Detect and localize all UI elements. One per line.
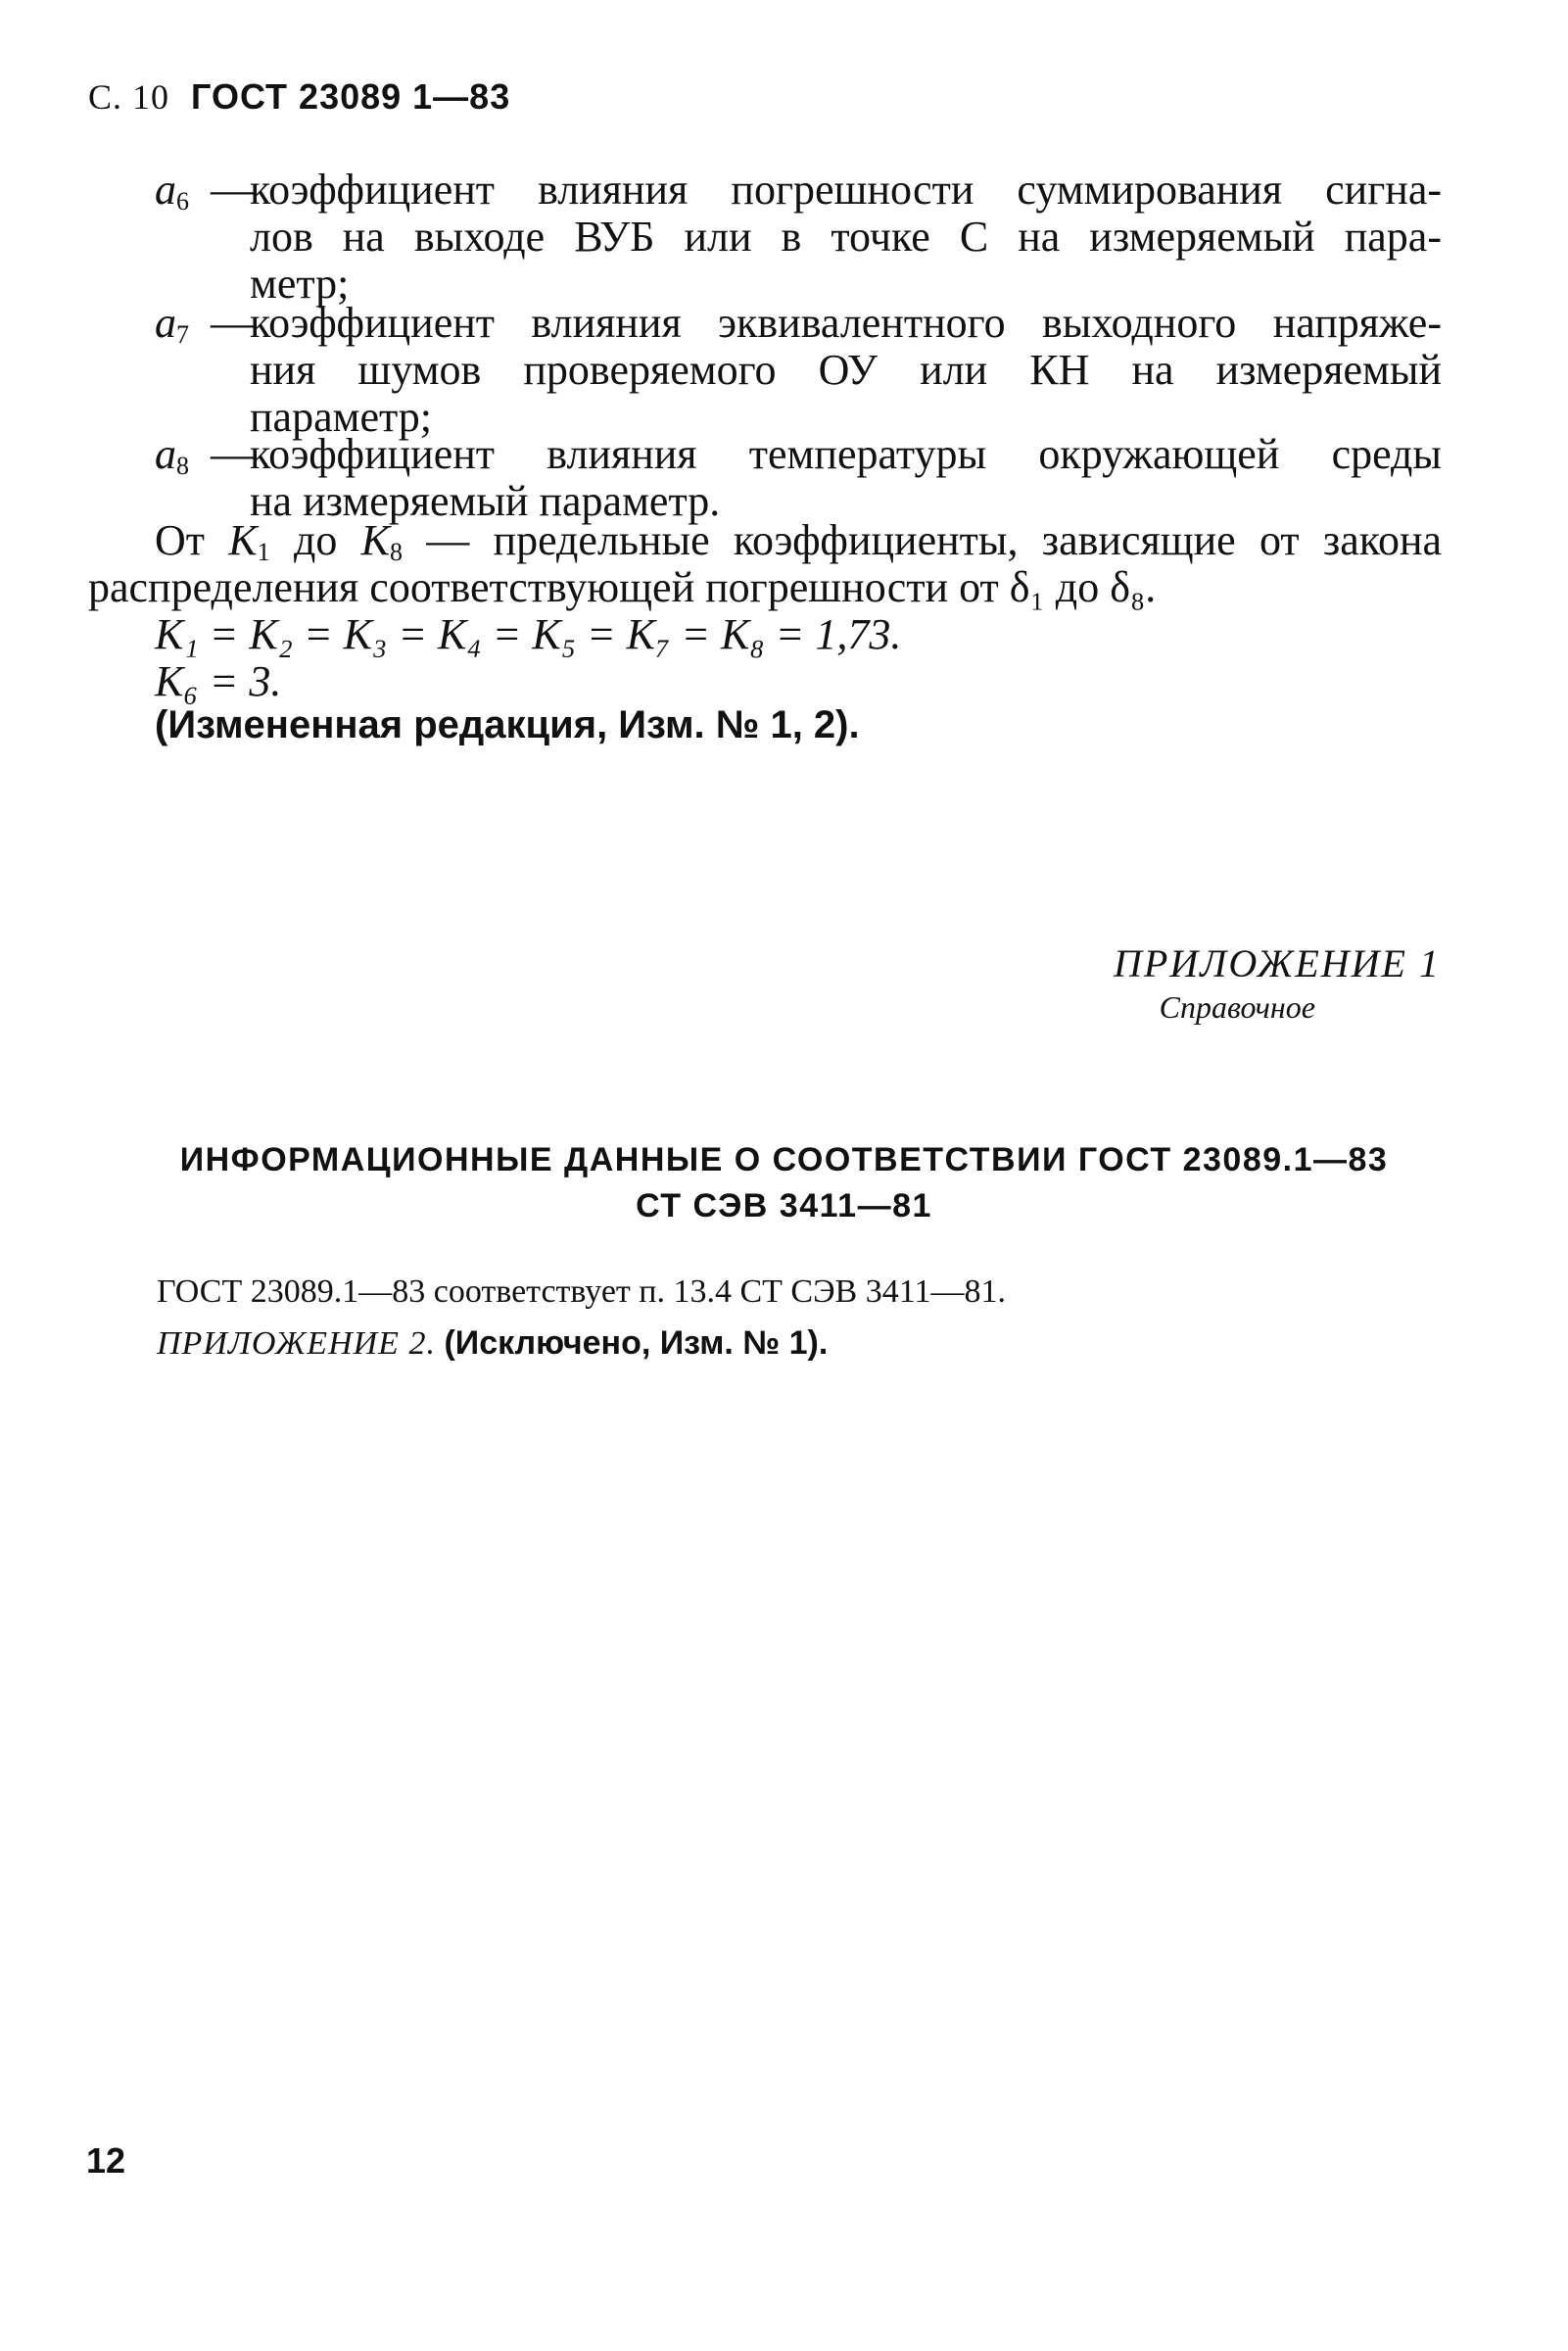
appendix-title: ПРИЛОЖЕНИЕ 1 [1114, 941, 1441, 985]
appendix-2-label: ПРИЛОЖЕНИЕ 2. [157, 1325, 436, 1362]
appendix-text-line-2 [157, 1324, 828, 1363]
definition-line: коэффициент влияния эквивалентного выходного напряже- [250, 299, 1442, 347]
page-number: 12 [86, 2140, 126, 2181]
dash: — [211, 430, 254, 478]
formula-line-1: K₁ = K₂ = K₃ = K₄ = K₅ = K₇ = K₈ = 1,73. [155, 610, 902, 658]
appendix-subtitle: Справочное [1159, 989, 1315, 1025]
k1-symbol: $K_1$ [228, 516, 270, 566]
dash: — [211, 166, 254, 214]
definition-line: метр; [250, 260, 350, 308]
definition-line: лов на выходе ВУБ или в точке С на измеряемый пара- [250, 213, 1442, 261]
appendix-text-line-1: ГОСТ 23089.1—83 соответствует п. 13.4 СТ СЭВ 3411—81. [157, 1273, 1006, 1310]
definition-line: коэффициент влияния погрешности суммирования сигна- [250, 166, 1442, 214]
page-header [88, 76, 510, 118]
page-label: С. 10 [88, 77, 170, 117]
paragraph-line-1: От $K_1$ до $K_8$ — предельные коэффициенты, зависящие от закона [155, 516, 1443, 566]
symbol-a7: $a_7$ [155, 299, 189, 349]
symbol-a6: $a_6$ [155, 166, 189, 216]
doc-code: ГОСТ 23089 1—83 [191, 76, 511, 117]
appendix-heading-line-2: СТ СЭВ 3411—81 [636, 1187, 932, 1224]
k8-symbol: $K_8$ [360, 516, 403, 566]
definition-line: ния шумов проверяемого ОУ или КН на измеряемый [250, 346, 1442, 394]
amendment-note: (Измененная редакция, Изм. № 1, 2). [155, 703, 860, 746]
appendix-2-note: (Исключено, Изм. № 1). [444, 1324, 829, 1362]
symbol-a8: $a_8$ [155, 430, 189, 480]
paragraph-line-2: распределения соответствующей погрешности от δ₁ до δ₈. [88, 563, 1157, 611]
formula-line-2: K₆ = 3. [155, 657, 282, 705]
definition-line: на измеряемый параметр. [250, 477, 721, 525]
dash: — [211, 299, 254, 347]
definition-line: параметр; [250, 393, 432, 441]
appendix-heading-line-1: ИНФОРМАЦИОННЫЕ ДАННЫЕ О СООТВЕТСТВИИ ГОСТ 23089.1—83 [179, 1141, 1389, 1178]
definition-line: коэффициент влияния температуры окружающей среды [250, 430, 1442, 478]
